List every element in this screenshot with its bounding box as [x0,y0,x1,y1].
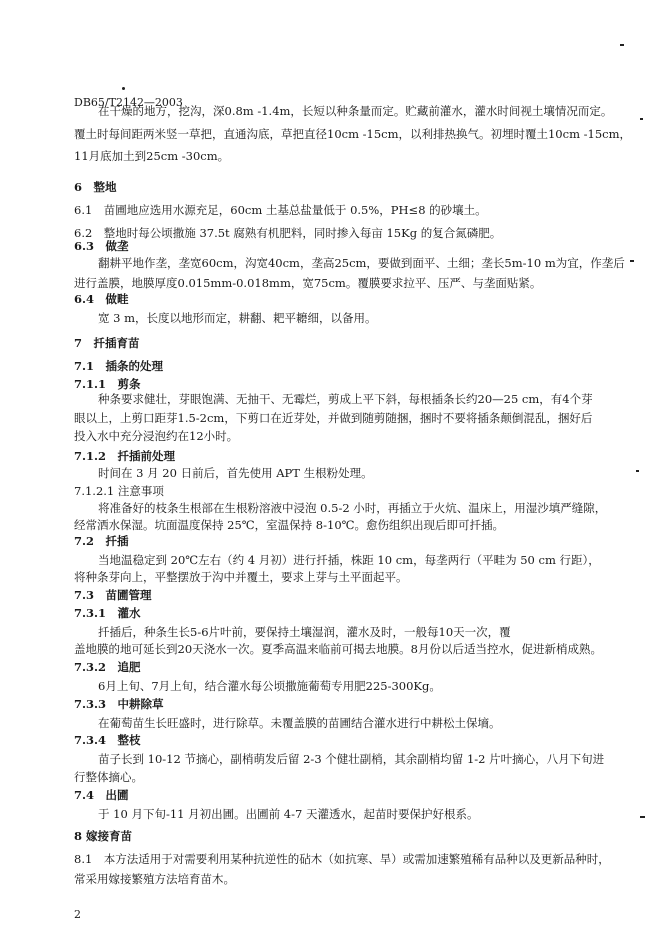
paragraph-line: 11月底加土到25cm -30cm。 [74,149,230,163]
section-heading: 8 嫁接育苗 [74,829,133,843]
paragraph-line: 苗子长到 10-12 节摘心，副梢萌发后留 2-3 个健壮副梢，其余副梢均留 1-2 片叶摘心，八月下旬进 [98,752,605,766]
paragraph-line: 于 10 月下旬-11 月初出圃。出圃前 4-7 天灌透水，起苗时要保护好根系。 [98,807,479,821]
scan-mark [640,118,643,120]
clause-line: 6.1 苗圃地应选用水源充足，60cm 土基总盐量低于 0.5%，PH≤8 的砂壤土。 [74,203,487,217]
paragraph-line: 行整体摘心。 [74,770,143,784]
subsection-heading: 7.1.2 扦插前处理 [74,449,176,463]
paragraph-line: 投入水中充分浸泡约在12小时。 [74,429,239,443]
scan-mark [122,87,125,90]
scan-mark [640,816,645,818]
subsection-heading: 7.3 苗圃管理 [74,588,152,602]
paragraph-line: 6月上旬、7月上旬，结合灌水每公顷撒施葡萄专用肥225-300Kg。 [98,679,441,693]
paragraph-line: 扦插后，种条生长5-6片叶前，要保持土壤湿润，灌水及时，一般每10天一次，覆 [98,625,511,639]
paragraph-line: 8.1 本方法适用于对需要利用某种抗逆性的砧木（如抗寒、旱）或需加速繁殖稀有品种以及更新品种时， [74,852,610,866]
subsection-heading: 7.3.1 灌水 [74,606,141,620]
subsection-heading: 7.3.3 中耕除草 [74,697,164,711]
scan-mark [630,260,634,262]
paragraph-line: 在葡萄苗生长旺盛时，进行除草。未覆盖膜的苗圃结合灌水进行中耕松土保墒。 [98,716,501,730]
subsection-heading: 7.1.2.1 注意事项 [74,484,164,498]
scan-mark [620,44,624,46]
subsection-heading: 7.1.1 剪条 [74,377,141,391]
subsection-heading: 7.1 插条的处理 [74,359,164,373]
paragraph-line: 常采用嫁接繁殖方法培育苗木。 [74,872,235,886]
subsection-heading: 6.4 做畦 [74,292,129,306]
section-heading: 6 整地 [74,180,117,194]
paragraph-line: 在干燥的地方，挖沟，深0.8m -1.4m，长短以种条量而定。贮藏前灌水，灌水时间视土壤情况而定。 [98,104,613,118]
scan-mark [636,470,639,472]
paragraph-line: 进行盖膜，地膜厚度0.015mm-0.018mm，宽75cm。覆膜要求拉平、压严、与垄面贴紧。 [74,276,542,290]
subsection-heading: 7.2 扦插 [74,534,129,548]
subsection-heading: 7.3.4 整枝 [74,733,141,747]
clause-line: 6.2 整地时每公顷撒施 37.5t 腐熟有机肥料，同时掺入每亩 15Kg 的复合氮磷肥。 [74,226,502,240]
paragraph-line: 种条要求健壮，芽眼饱满、无抽干、无霉烂，剪成上平下斜，每根插条长约20—25 cm，有4个芽 [98,392,593,406]
paragraph-line: 当地温稳定到 20℃左右（约 4 月初）进行扦插，株距 10 cm，每垄两行（平畦为 50 cm 行距）， [98,553,600,567]
subsection-heading: 6.3 做垄 [74,239,129,253]
paragraph-line: 覆土时每间距两米竖一草把，直通沟底，草把直径10cm -15cm，以利排热换气。初埋时覆土10cm -15cm， [74,127,631,141]
paragraph-line: 时间在 3 月 20 日前后，首先使用 APT 生根粉处理。 [98,466,373,480]
section-heading: 7 扦插育苗 [74,336,140,350]
page-number: 2 [74,908,81,921]
paragraph-line: 眼以上，上剪口距芽1.5-2cm，下剪口在近芽处，并做到随剪随捆，捆时不要将插条颠倒混乱，捆好后 [74,411,593,425]
paragraph-line: 宽 3 m，长度以地形而定，耕翻、耙平耱细，以备用。 [98,311,377,325]
paragraph-line: 将准备好的枝条生根部在生根粉溶液中浸泡 0.5-2 小时，再插立于火炕、温床上，用湿沙填严缝隙， [98,501,607,515]
paragraph-line: 翻耕平地作垄，垄宽60cm，沟宽40cm，垄高25cm，要做到面平、土细；垄长5m-10 m为宜，作垄后 [98,256,625,270]
doc-id-header: DB65/T2142—2003 [74,96,183,109]
subsection-heading: 7.3.2 追肥 [74,660,141,674]
paragraph-line: 将种条芽向上，平整摆放于沟中并覆土，要求上芽与土平面起平。 [74,570,408,584]
subsection-heading: 7.4 出圃 [74,788,129,802]
paragraph-line: 盖地膜的地可延长到20天浇水一次。夏季高温来临前可揭去地膜。8月份以后适当控水，促进新梢成熟。 [74,642,602,656]
paragraph-line: 经常洒水保湿。坑面温度保持 25℃，室温保持 8-10℃。愈伤组织出现后即可扦插。 [74,518,505,532]
